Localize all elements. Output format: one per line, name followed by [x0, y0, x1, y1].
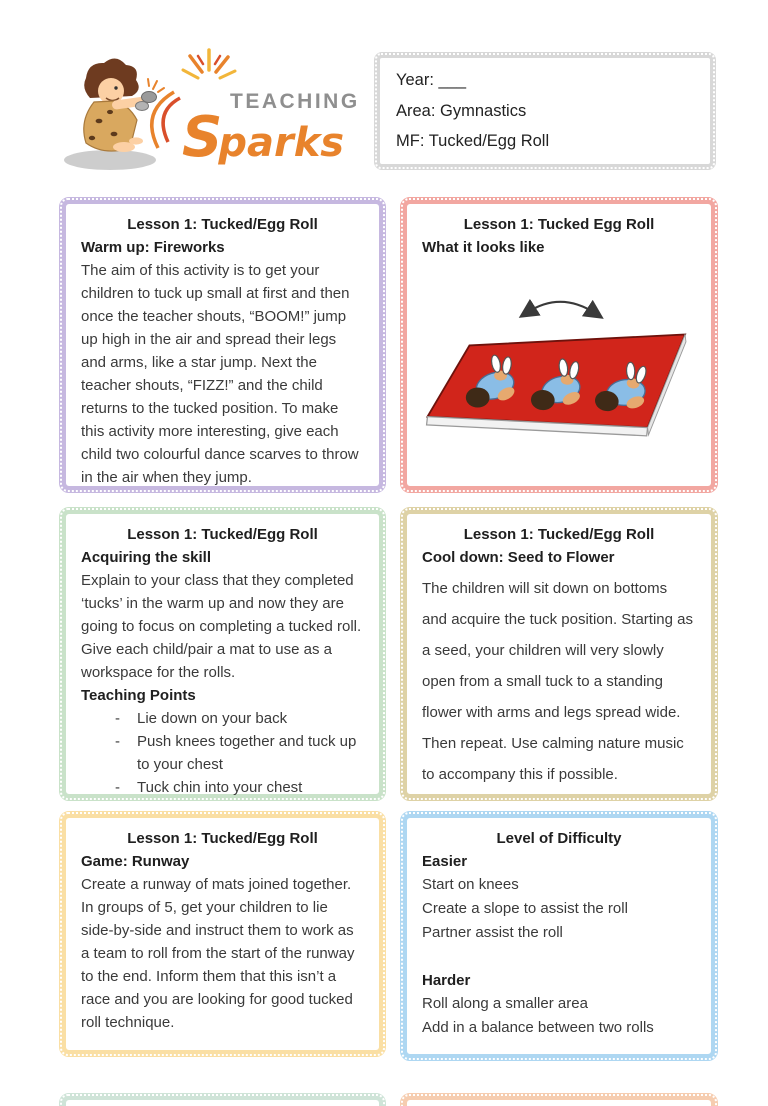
looks-like-card — [400, 197, 718, 493]
dash-bullet-icon — [115, 776, 137, 799]
logo-word-sparks: Sparks — [182, 105, 345, 170]
harder-item: Add in a balance between two rolls — [422, 1019, 654, 1036]
difficulty-card — [400, 811, 718, 1061]
logo-word-teaching: TEACHING — [230, 90, 360, 113]
tucked-roll-illustration — [422, 273, 696, 469]
harder-heading: Harder — [422, 972, 471, 989]
harder-item: Roll along a smaller area — [422, 995, 588, 1012]
cool-down-subtitle: Cool down: Seed to Flower — [422, 549, 615, 566]
movement-focus-field: MF: Tucked/Egg Roll — [396, 131, 550, 150]
easier-heading: Easier — [422, 853, 468, 870]
rotation-arrow-icon — [527, 302, 596, 314]
game-card — [59, 811, 386, 1057]
partial-card-left — [59, 1093, 386, 1106]
acquiring-skill-card — [59, 507, 386, 801]
game-body: Create a runway of mats joined together. In groups of 5, get your children to lie side-by-side and instruct them to work as a team to roll from the start of the runway to the end. Inform them that this isn’t a race and you are looking for good tucked roll technique. — [81, 876, 355, 1031]
mascot-shadow — [64, 150, 156, 170]
year-field: Year: ___ — [396, 71, 467, 90]
teaching-point-item: - Tuck chin into your chest — [81, 776, 364, 799]
dash-bullet-icon — [115, 707, 137, 730]
cool-down-title: Lesson 1: Tucked/Egg Roll — [463, 526, 655, 543]
game-subtitle: Game: Runway — [81, 853, 190, 870]
teaching-sparks-logo — [52, 44, 377, 180]
caveman-mascot-icon — [84, 58, 164, 152]
warm-up-subtitle: Warm up: Fireworks — [81, 239, 225, 256]
dash-bullet-icon — [115, 730, 137, 776]
game-title: Lesson 1: Tucked/Egg Roll — [127, 830, 318, 847]
swoosh-icon — [152, 92, 180, 148]
easier-item: Create a slope to assist the roll — [422, 900, 628, 917]
looks-like-subtitle: What it looks like — [422, 239, 545, 256]
area-field: Area: Gymnastics — [396, 101, 527, 120]
difficulty-title: Level of Difficulty — [496, 830, 622, 847]
cool-down-body: The children will sit down on bottoms and acquire the tuck position. Starting as a seed, your children will very slowly open from a small tuck to a standing flower with arms and legs spread wide. Then repeat. Use calming nature music to accompany this if possible. — [422, 580, 693, 783]
spacer — [422, 945, 696, 969]
cool-down-card — [400, 507, 718, 801]
teaching-point-item: - Lie down on your back — [81, 707, 364, 730]
acquiring-title: Lesson 1: Tucked/Egg Roll — [127, 526, 318, 543]
acquiring-subtitle: Acquiring the skill — [81, 549, 212, 566]
easier-item: Partner assist the roll — [422, 924, 563, 941]
logo-graphic — [52, 44, 377, 180]
warm-up-card — [59, 197, 386, 493]
lesson-info-box — [374, 52, 716, 170]
small-spark-icon — [148, 79, 164, 92]
acquiring-body: Explain to your class that they completed ‘tucks’ in the warm up and now they are going to focus on completing a tucked roll. Give each child/pair a mat to use as a workspace for the rolls. — [81, 572, 362, 681]
partial-card-right — [400, 1093, 718, 1106]
easier-item: Start on knees — [422, 876, 519, 893]
teaching-points-heading: Teaching Points — [81, 687, 196, 704]
looks-like-title: Lesson 1: Tucked Egg Roll — [463, 216, 655, 233]
warm-up-body: The aim of this activity is to get your children to tuck up small at first and then once the teacher shouts, “BOOM!” jump up high in the air and spread their legs and arms, like a star jump. Next the teacher shouts, “FIZZ!” and the child returns to the tucked position. To make this activity more interesting, give each child two colourful dance scarves to throw in the air when they jump. — [81, 262, 359, 486]
warm-up-title: Lesson 1: Tucked/Egg Roll — [127, 216, 318, 233]
spark-burst-icon — [183, 50, 235, 78]
teaching-point-item: - Push knees together and tuck up to your chest — [81, 730, 364, 776]
